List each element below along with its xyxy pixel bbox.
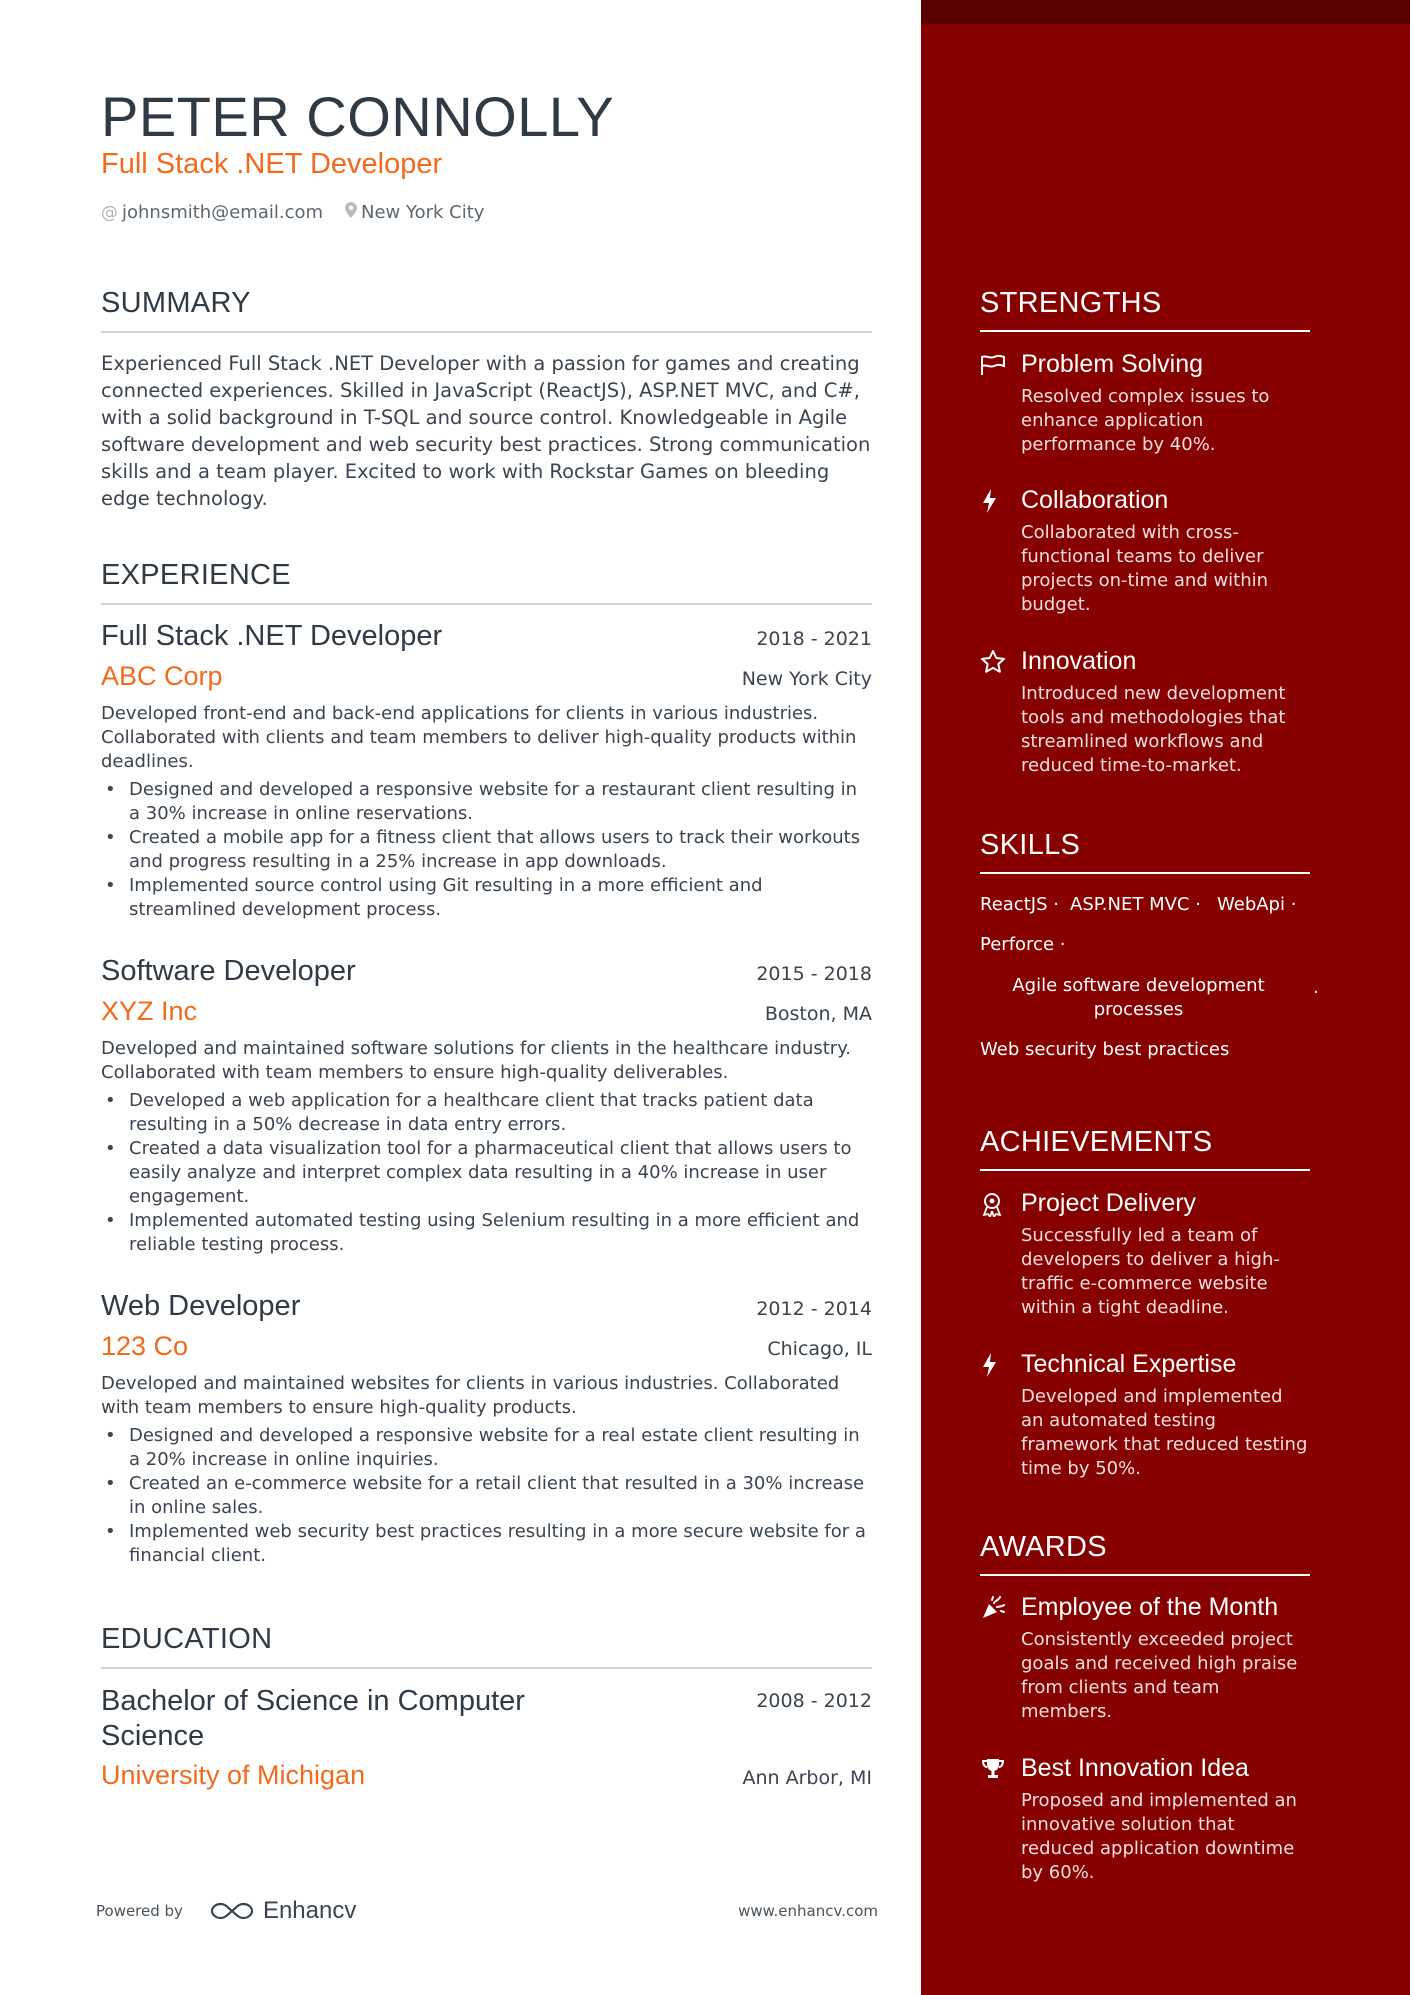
achievements-heading: ACHIEVEMENTS	[980, 1126, 1310, 1171]
school-name: University of Michigan	[101, 1760, 366, 1790]
strength-name: Innovation	[1021, 647, 1137, 675]
job-bullets	[101, 778, 872, 922]
at-icon: @	[101, 202, 118, 223]
footer	[96, 1897, 878, 1925]
achievement-desc: Developed and implemented an automated testing framework that reduced testing time by 50%.	[1021, 1386, 1308, 1479]
job-description: Developed and maintained websites for clients in various industries. Collaborated with team members to ensure high-quality products.	[101, 1373, 840, 1418]
job-dates: 2015 - 2018	[756, 963, 872, 985]
footer-url[interactable]: www.enhancv.com	[738, 1902, 878, 1920]
job-bullets	[101, 1089, 872, 1257]
party-icon	[980, 1594, 1008, 1622]
achievement-item	[980, 1189, 1310, 1320]
strength-desc: Collaborated with cross-functional teams to deliver projects on-time and within budget.	[1021, 522, 1269, 615]
contact-row	[101, 202, 484, 223]
list-item: • Created an e-commerce website for a retail client that resulted in a 30% increase in online sales.	[101, 1472, 872, 1520]
job-location: Boston, MA	[764, 1003, 872, 1025]
company-name: ABC Corp	[101, 661, 223, 691]
job-dates: 2012 - 2014	[756, 1298, 872, 1320]
award-item	[980, 1754, 1310, 1885]
education-heading: EDUCATION	[101, 1623, 872, 1669]
strength-desc: Resolved complex issues to enhance application performance by 40%.	[1021, 386, 1270, 455]
list-item: • Designed and developed a responsive website for a restaurant client resulting in a 30% increase in online reservations.	[101, 778, 872, 826]
experience-heading: EXPERIENCE	[101, 559, 872, 605]
job-location: Chicago, IL	[767, 1338, 872, 1360]
candidate-name: PETER CONNOLLY	[101, 85, 615, 148]
medal-icon	[980, 1190, 1008, 1218]
candidate-title: Full Stack .NET Developer	[101, 148, 443, 180]
sidebar	[921, 0, 1410, 1995]
skill-tag: ASP.NET MVC ·	[1070, 894, 1201, 915]
job-title: Software Developer	[101, 955, 356, 987]
achievement-item	[980, 1350, 1310, 1481]
award-desc: Proposed and implemented an innovative solution that reduced application downtime by 60%.	[1021, 1790, 1297, 1883]
achievement-desc: Successfully led a team of developers to deliver a high-traffic e-commerce website within a tight deadline.	[1021, 1225, 1280, 1318]
strength-item	[980, 350, 1310, 457]
list-item: • Implemented web security best practices resulting in a more secure website for a financial client.	[101, 1520, 872, 1568]
location-text: New York City	[361, 202, 485, 223]
list-item: • Developed a web application for a healthcare client that tracks patient data resulting in a 50% decrease in data entry errors.	[101, 1089, 872, 1137]
strength-item	[980, 647, 1310, 778]
skill-tag: Agile software development processes	[1012, 975, 1265, 1020]
powered-by-text: Powered by	[96, 1902, 183, 1920]
list-item: • Created a data visualization tool for a pharmaceutical client that allows users to easily analyze and interpret complex data resulting in a 40% increase in user engagement.	[101, 1137, 872, 1209]
email-link[interactable]: johnsmith@email.com	[122, 202, 324, 223]
summary-text: Experienced Full Stack .NET Developer with a passion for games and creating connected experiences. Skilled in JavaScript (ReactJS), ASP.NET MVC, and C#, with a solid background in T-SQL and source control. Knowledgeable in Agile software development and web security best practices. Strong communication skills and a team player. Excited to work with Rockstar Games on bleeding edge technology.	[101, 352, 871, 510]
school-location: Ann Arbor, MI	[742, 1767, 872, 1789]
degree-title: Bachelor of Science in Computer Science	[101, 1685, 525, 1752]
award-item	[980, 1593, 1310, 1724]
strength-name: Collaboration	[1021, 486, 1169, 514]
job-dates: 2018 - 2021	[756, 628, 872, 650]
job-title: Web Developer	[101, 1290, 301, 1322]
bolt-icon	[980, 487, 1008, 515]
award-desc: Consistently exceeded project goals and received high praise from clients and team members.	[1021, 1629, 1298, 1722]
job-bullets	[101, 1424, 872, 1568]
job-entry	[101, 1290, 872, 1568]
list-item: • Created a mobile app for a fitness client that allows users to track their workouts and progress resulting in a 25% increase in app downloads.	[101, 826, 872, 874]
enhancv-logo[interactable]	[209, 1897, 356, 1925]
strength-desc: Introduced new development tools and methodologies that streamlined workflows and reduced time-to-market.	[1021, 683, 1286, 776]
achievement-name: Project Delivery	[1021, 1189, 1197, 1217]
company-name: 123 Co	[101, 1331, 189, 1361]
job-title: Full Stack .NET Developer	[101, 620, 443, 652]
list-item: • Implemented automated testing using Selenium resulting in a more efficient and reliable testing process.	[101, 1209, 872, 1257]
flag-icon	[980, 351, 1008, 379]
job-location: New York City	[741, 668, 872, 690]
achievement-name: Technical Expertise	[1021, 1350, 1237, 1378]
list-item: • Designed and developed a responsive website for a real estate client resulting in a 20% increase in online inquiries.	[101, 1424, 872, 1472]
skills-heading: SKILLS	[980, 829, 1310, 874]
summary-heading: SUMMARY	[101, 287, 872, 333]
award-name: Best Innovation Idea	[1021, 1754, 1249, 1782]
brand-name: Enhancv	[262, 1897, 357, 1924]
bolt-icon	[980, 1351, 1008, 1379]
skill-tag: Perforce ·	[980, 934, 1066, 955]
strength-item	[980, 486, 1310, 617]
strengths-heading: STRENGTHS	[980, 287, 1310, 332]
awards-heading: AWARDS	[980, 1531, 1310, 1576]
education-entry	[101, 1684, 872, 1791]
job-entry	[101, 955, 872, 1257]
award-name: Employee of the Month	[1021, 1593, 1279, 1621]
pin-icon	[345, 202, 357, 223]
skill-separator: ·	[1313, 982, 1319, 1003]
main-column	[101, 0, 872, 1995]
infinity-icon	[209, 1900, 255, 1922]
trophy-icon	[980, 1755, 1008, 1783]
strength-name: Problem Solving	[1021, 350, 1204, 378]
job-description: Developed front-end and back-end applications for clients in various industries. Collaborated with clients and team members to deliver high-quality products within deadlines.	[101, 703, 857, 772]
skill-tag: ReactJS ·	[980, 894, 1059, 915]
sidebar-top-bar	[921, 0, 1410, 24]
job-entry	[101, 620, 872, 922]
skill-tag: Web security best practices	[980, 1039, 1230, 1060]
education-dates: 2008 - 2012	[756, 1690, 872, 1712]
list-item: • Implemented source control using Git resulting in a more efficient and streamlined development process.	[101, 874, 872, 922]
star-icon	[980, 648, 1008, 676]
skill-tag: WebApi ·	[1217, 894, 1297, 915]
company-name: XYZ Inc	[101, 996, 198, 1026]
job-description: Developed and maintained software solutions for clients in the healthcare industry. Collaborated with team members to ensure high-quality deliverables.	[101, 1038, 851, 1083]
